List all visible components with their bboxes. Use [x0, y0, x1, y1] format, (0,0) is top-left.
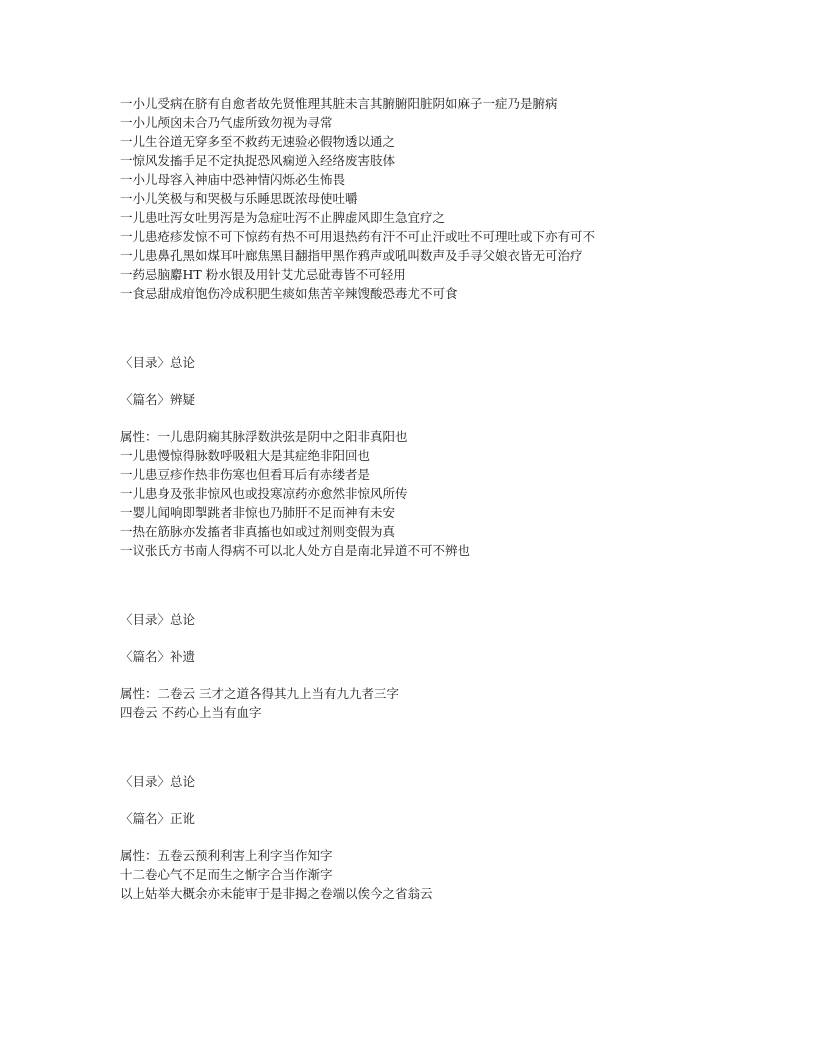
text-line: 一儿患身及张非惊风也或投寒凉药亦愈然非惊风所传 — [120, 486, 408, 501]
text-line: 一药忌脑麝HT 粉水银及用针艾尤忌砒毒皆不可轻用 — [120, 267, 406, 282]
text-line: 一婴儿闻响即掣跳者非惊也乃肺肝不足而神有未安 — [120, 505, 396, 520]
text-line: 属性：一儿患阴痫其脉浮数洪弦是阴中之阳非真阳也 — [120, 429, 408, 444]
text-line: 一小儿受病在脐有自愈者故先贤惟理其脏未言其腑腑阳脏阴如麻子一症乃是腑病 — [120, 96, 558, 111]
catalog-heading: 〈目录〉总论 — [120, 355, 196, 370]
section-buyi — [120, 610, 700, 722]
text-line: 一热在筋脉亦发搐者非真搐也如或过剂则变假为真 — [120, 524, 396, 539]
text-line: 一儿患鼻孔黑如煤耳叶廊焦黑目翻指甲黑作鸦声或吼叫数声及手寻父娘衣皆无可治疗 — [120, 248, 583, 263]
text-line: 一儿患吐泻女吐男泻是为急症吐泻不止脾虚风即生急宜疗之 — [120, 210, 446, 225]
text-line: 一儿患慢惊得脉数呼吸粗大是其症绝非阳回也 — [120, 448, 371, 463]
intro-block — [120, 94, 700, 303]
text-line: 一儿患疮疹发惊不可下惊药有热不可用退热药有汗不可止汗或吐不可理吐或下亦有可不 — [120, 229, 596, 244]
text-line: 一惊风发搐手足不定执捉恐风痫逆入经络废害肢体 — [120, 153, 396, 168]
text-line: 一小儿笑极与和哭极与乐睡思既浓母使吐嚼 — [120, 191, 358, 206]
text-line: 属性：二卷云 三才之道各得其九上当有九九者三字 — [120, 686, 399, 701]
text-line: 一儿生谷道无穿多至不救药无速验必假物透以通之 — [120, 134, 396, 149]
text-line: 属性：五卷云预利利害上利字当作知字 — [120, 848, 333, 863]
text-line: 一议张氏方书南人得病不可以北人处方自是南北异道不可不辨也 — [120, 543, 471, 558]
section-bianyi — [120, 353, 700, 560]
document-page — [120, 94, 700, 903]
text-line: 一儿患豆疹作热非伤寒也但看耳后有赤缕者是 — [120, 467, 371, 482]
text-line: 十二卷心气不足而生之惭字合当作渐字 — [120, 867, 333, 882]
section-title: 〈篇名〉补遗 — [120, 649, 196, 664]
text-line: 一小儿颅囟未合乃气虚所致勿视为寻常 — [120, 115, 333, 130]
text-line: 四卷云 不药心上当有血字 — [120, 705, 262, 720]
text-line: 一小儿母容入神庙中恐神情闪烁必生怖畏 — [120, 172, 346, 187]
catalog-heading: 〈目录〉总论 — [120, 774, 196, 789]
section-title: 〈篇名〉辨疑 — [120, 392, 196, 407]
catalog-heading: 〈目录〉总论 — [120, 612, 196, 627]
section-zhenge — [120, 772, 700, 903]
text-line: 一食忌甜成疳饱伤冷成积肥生痰如焦苦辛辣馊酸恐毒尤不可食 — [120, 286, 458, 301]
text-line: 以上姑举大概余亦未能审于是非揭之卷端以俟今之省翁云 — [120, 886, 433, 901]
section-title: 〈篇名〉正讹 — [120, 811, 196, 826]
